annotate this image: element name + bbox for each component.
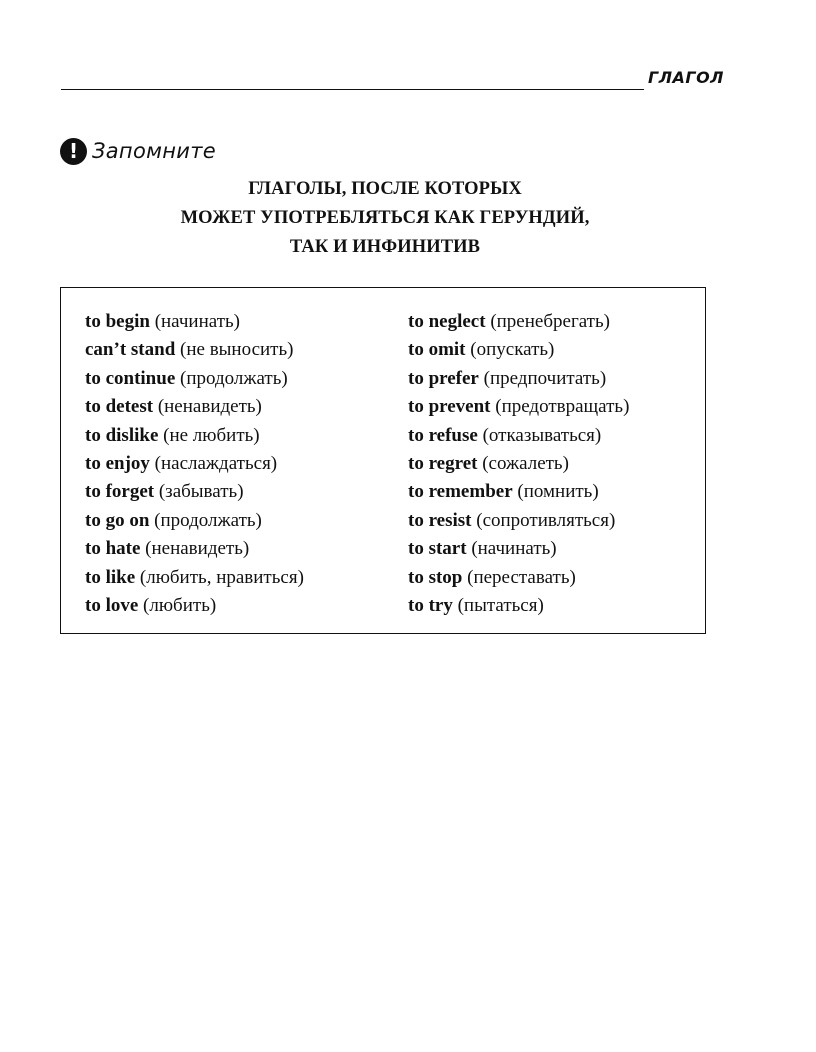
verb: to neglect	[408, 311, 486, 332]
verb-row	[408, 592, 629, 620]
verb-translation: (любить)	[143, 594, 217, 616]
verb-row	[408, 365, 629, 393]
verb-translation: (начинать)	[471, 538, 557, 560]
verb: to forget	[85, 481, 155, 503]
verb-row	[408, 308, 629, 336]
section-label: ГЛАГОЛ	[648, 68, 724, 87]
verb-row	[85, 308, 304, 336]
verb: to start	[408, 538, 467, 560]
verb-translation: (отказываться)	[482, 424, 602, 446]
title-line: ГЛАГОЛЫ, ПОСЛЕ КОТОРЫХ	[248, 179, 522, 199]
verb-row	[85, 450, 304, 478]
verb: to prefer	[408, 367, 479, 389]
verb: to regret	[408, 452, 478, 474]
verb-row	[85, 422, 304, 450]
verb-translation: (пренебрегать)	[490, 311, 610, 332]
verb-row	[408, 393, 629, 421]
verb: to begin	[85, 311, 150, 332]
verb-translation: (забывать)	[158, 481, 244, 503]
verb-column-left	[85, 308, 304, 620]
verb: to prevent	[408, 396, 491, 418]
verb: to refuse	[408, 424, 478, 446]
verb: to love	[85, 594, 139, 616]
verb: to omit	[408, 339, 466, 361]
verb: to like	[85, 566, 136, 588]
verb-row	[408, 564, 629, 592]
verb-translation: (ненавидеть)	[145, 538, 250, 560]
verb-row	[85, 592, 304, 620]
verb-row	[85, 393, 304, 421]
verb: to stop	[408, 566, 463, 588]
verb-row	[85, 564, 304, 592]
verb: can’t stand	[85, 339, 176, 361]
verb-translation: (предпочитать)	[483, 367, 607, 389]
verb-row	[408, 336, 629, 364]
header-rule	[61, 89, 644, 90]
verb-row	[85, 336, 304, 364]
verb-translation: (ненавидеть)	[157, 396, 262, 418]
verb-translation: (любить, нравиться)	[139, 566, 304, 588]
verb: to dislike	[85, 424, 159, 446]
rule-title	[100, 175, 670, 262]
verb-translation: (не выносить)	[180, 339, 294, 361]
verb-row	[85, 507, 304, 535]
verb-translation: (продолжать)	[154, 509, 262, 531]
exclamation-icon: !	[60, 138, 87, 165]
verb-translation: (не любить)	[163, 424, 260, 446]
verb-translation: (предотвращать)	[495, 396, 630, 418]
remember-label: Запомните	[92, 139, 216, 163]
verb-translation: (помнить)	[517, 481, 599, 503]
verb: to remember	[408, 481, 513, 503]
verb: to go on	[85, 509, 150, 531]
verb: to detest	[85, 396, 154, 418]
verb-row	[408, 450, 629, 478]
verb-row	[408, 478, 629, 506]
verb-row	[85, 365, 304, 393]
verb-translation: (переставать)	[467, 566, 576, 588]
title-line: ТАК И ИНФИНИТИВ	[289, 237, 481, 257]
verb-row	[85, 478, 304, 506]
verb-row	[408, 507, 629, 535]
verb-row	[408, 535, 629, 563]
verb-translation: (наслаждаться)	[154, 452, 278, 474]
verb: to hate	[85, 538, 141, 560]
verb-translation: (продолжать)	[180, 367, 288, 389]
verb-translation: (пытаться)	[457, 594, 544, 616]
verb-translation: (опускать)	[470, 339, 555, 361]
verb: to resist	[408, 509, 472, 531]
verb-translation: (сожалеть)	[482, 452, 569, 474]
verb: to try	[408, 594, 453, 616]
verb-translation: (сопротивляться)	[476, 509, 616, 531]
verb-column-right	[408, 308, 629, 620]
verb: to continue	[85, 367, 176, 389]
title-line: МОЖЕТ УПОТРЕБЛЯТЬСЯ КАК ГЕРУНДИЙ,	[180, 208, 590, 228]
verb-translation: (начинать)	[154, 311, 240, 332]
verb-row	[408, 422, 629, 450]
remember-note	[60, 135, 216, 167]
verb-list-box	[60, 287, 706, 634]
verb-row	[85, 535, 304, 563]
verb: to enjoy	[85, 452, 150, 474]
